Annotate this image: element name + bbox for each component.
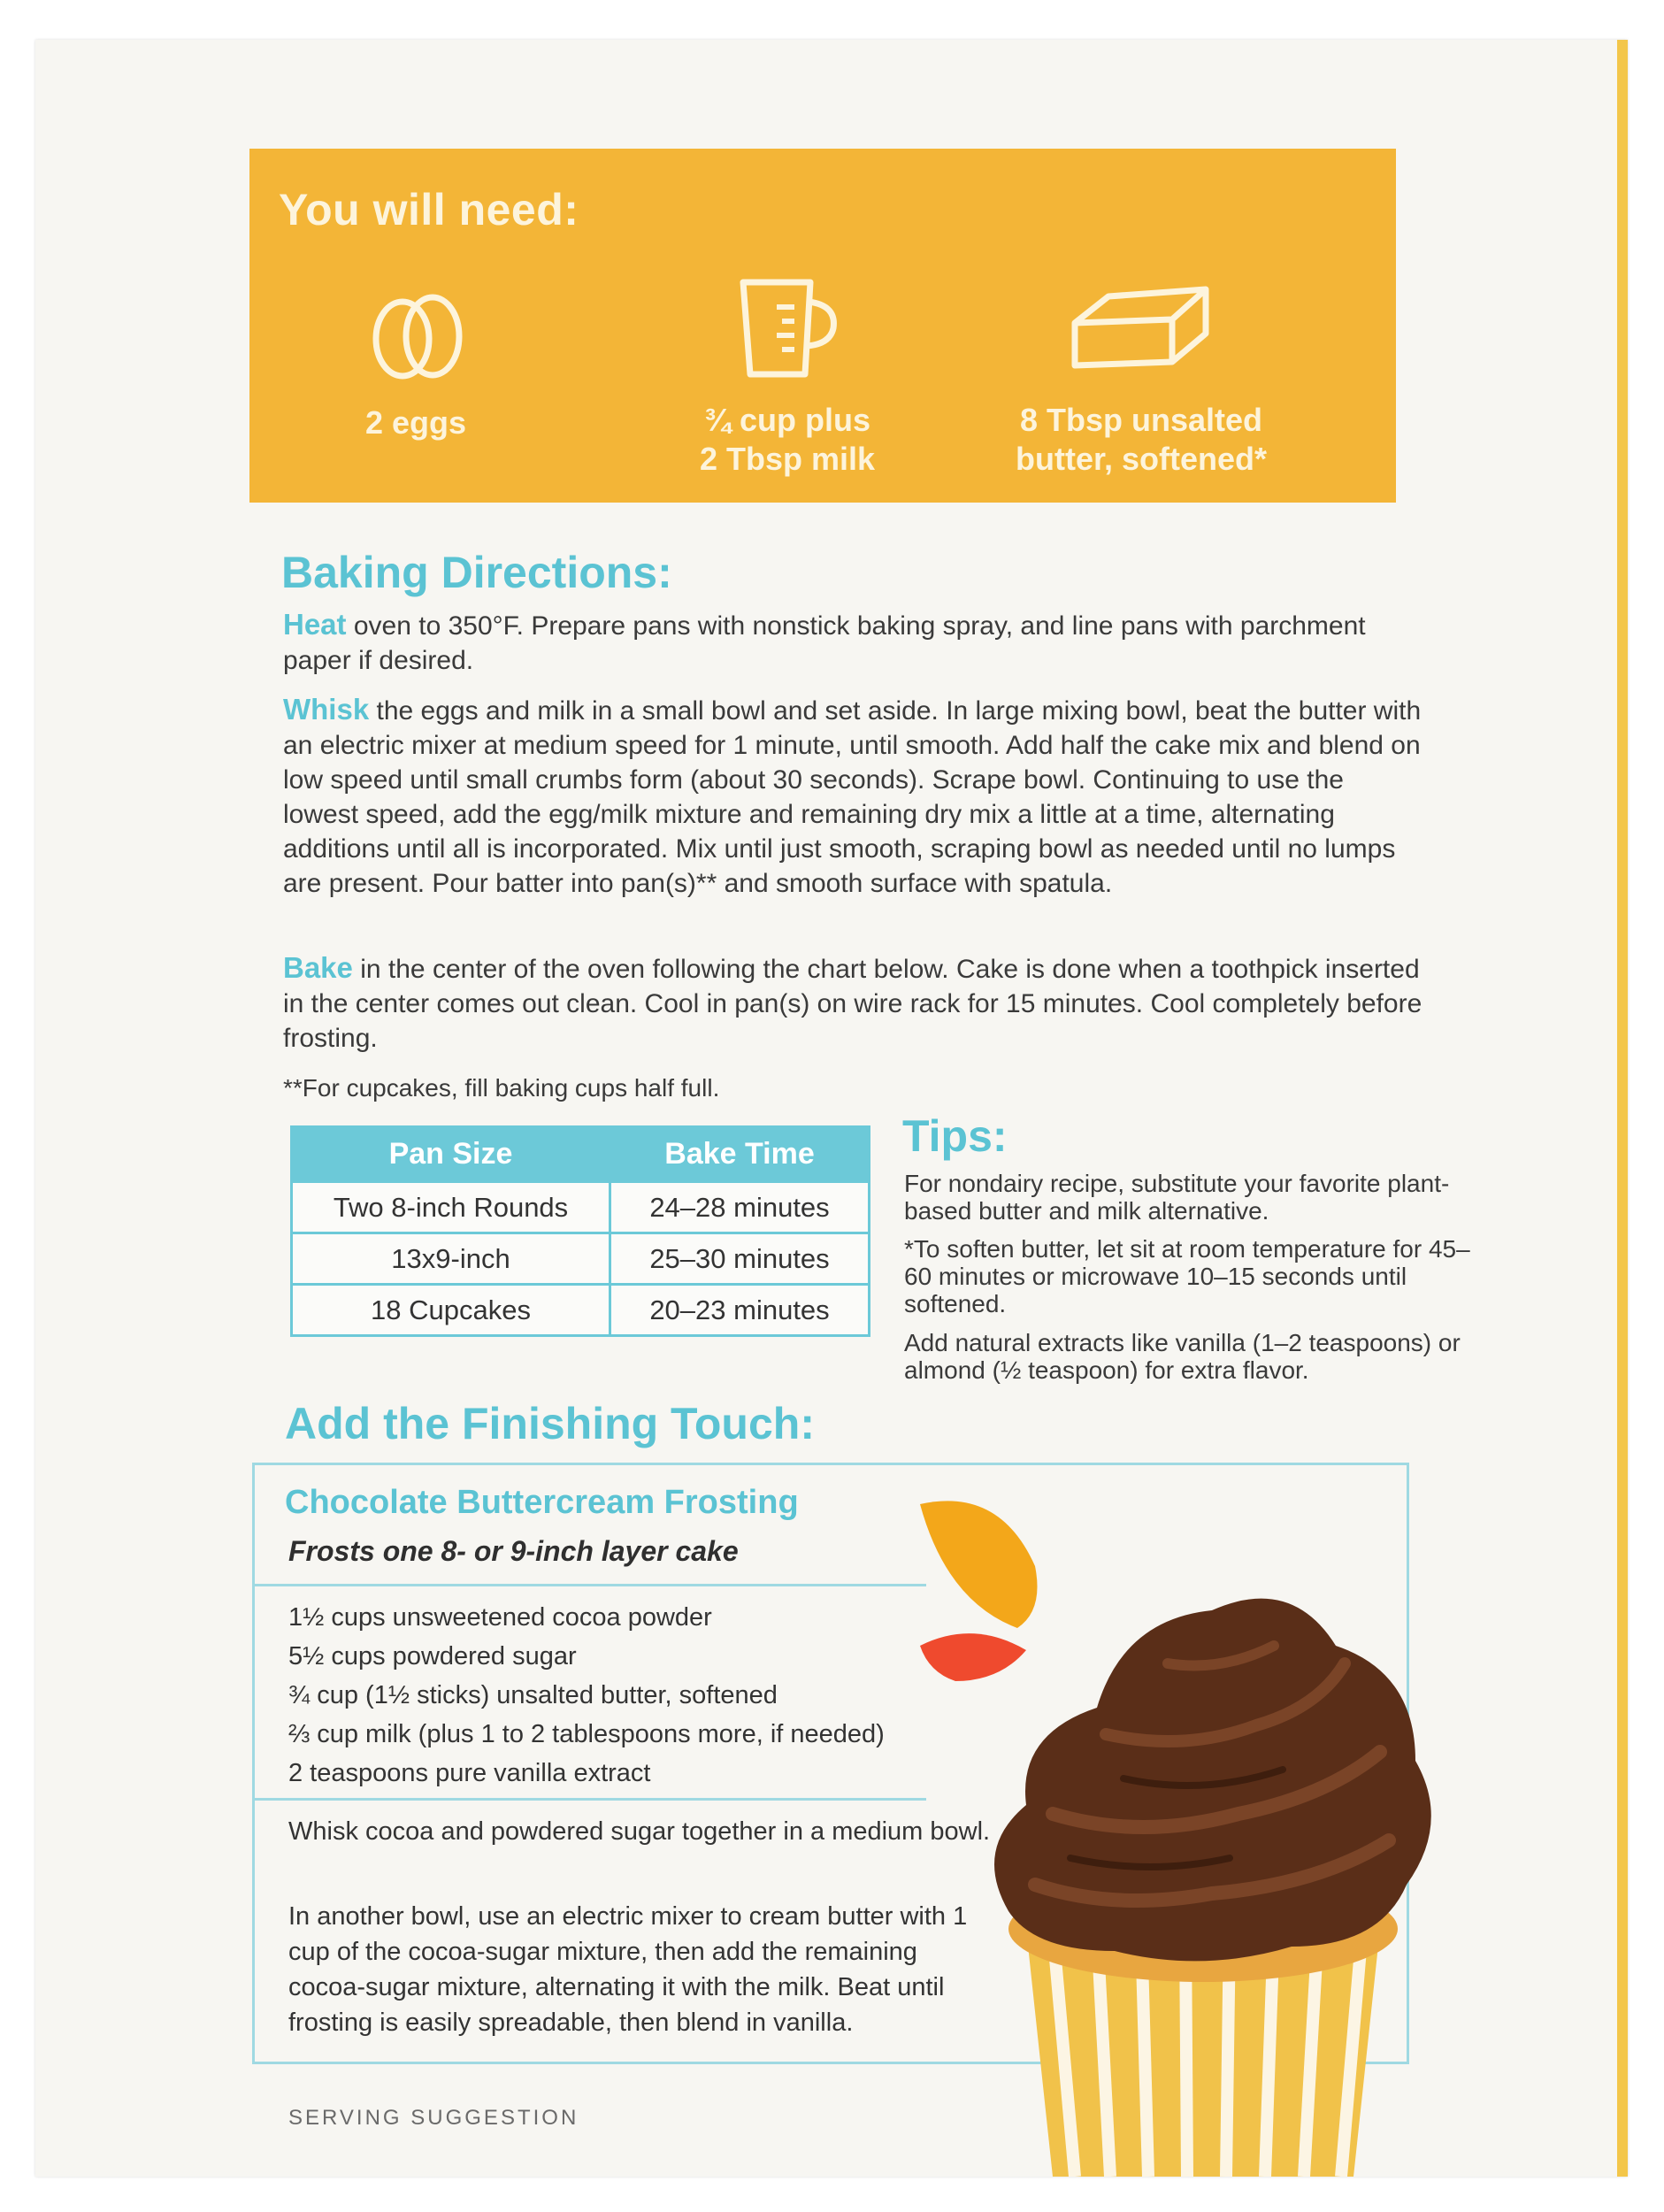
table-cell: 25–30 minutes xyxy=(610,1233,870,1285)
bake-time-table xyxy=(290,1125,870,1337)
tip-item: *To soften butter, let sit at room temperature for 45–60 minutes or microwave 10–15 seconds until softened. xyxy=(904,1235,1470,1317)
table-row xyxy=(292,1285,870,1336)
divider xyxy=(252,1798,926,1801)
table-header-row xyxy=(292,1127,870,1182)
tip-item: Add natural extracts like vanilla (1–2 teaspoons) or almond (½ teaspoon) for extra flavor. xyxy=(904,1329,1461,1384)
ingredient-list xyxy=(288,1598,885,1793)
cupcake-note: **For cupcakes, fill baking cups half full. xyxy=(283,1074,720,1102)
table-cell: 13x9-inch xyxy=(292,1233,610,1285)
leaf-red xyxy=(920,1633,1026,1681)
frosting-recipe-title: Chocolate Buttercream Frosting xyxy=(285,1484,799,1521)
list-item: 1½ cups unsweetened cocoa powder xyxy=(288,1603,712,1632)
column-header: Pan Size xyxy=(292,1127,610,1182)
cupcake-image xyxy=(920,1469,1592,2177)
tips-title: Tips: xyxy=(902,1111,1008,1161)
need-item-eggs xyxy=(292,281,540,442)
table-row xyxy=(292,1182,870,1233)
divider xyxy=(252,1584,926,1586)
leaf-orange xyxy=(920,1501,1038,1628)
finishing-touch-title: Add the Finishing Touch: xyxy=(285,1399,815,1448)
frosting-step-1: Whisk cocoa and powdered sugar together in a medium bowl. xyxy=(288,1817,991,1846)
list-item: ⅔ cup milk (plus 1 to 2 tablespoons more, if needed) xyxy=(288,1720,885,1748)
frosting-step-2: In another bowl, use an electric mixer to cream butter with 1 cup of the cocoa-sugar mixture, then add the remaining cocoa-sugar mixture, alternating it with the milk. Beat until frosting is easily spreadable, then blend in vanilla. xyxy=(288,1902,968,2037)
serving-suggestion: SERVING SUGGESTION xyxy=(288,2106,579,2130)
need-item-label: 2 eggs xyxy=(364,404,467,441)
table-cell: 18 Cupcakes xyxy=(292,1285,610,1336)
eggs-icon xyxy=(358,281,473,388)
need-item-label: 8 Tbsp unsalted butter, softened* xyxy=(1015,402,1268,477)
table-row xyxy=(292,1233,870,1285)
direction-heat: Heat oven to 350°F. Prepare pans with nonstick baking spray, and line pans with parchment paper if desired. xyxy=(283,608,1366,675)
baking-directions-title: Baking Directions: xyxy=(281,548,672,597)
measuring-cup-icon xyxy=(725,270,849,385)
tip-item: For nondairy recipe, substitute your favorite plant-based butter and milk alternative. xyxy=(904,1170,1450,1225)
column-header: Bake Time xyxy=(610,1127,870,1182)
list-item: ¾ cup (1½ sticks) unsalted butter, softened xyxy=(288,1681,778,1709)
table-cell: Two 8-inch Rounds xyxy=(292,1182,610,1233)
table-cell: 24–28 minutes xyxy=(610,1182,870,1233)
list-item: 2 teaspoons pure vanilla extract xyxy=(288,1759,651,1787)
list-item: 5½ cups powdered sugar xyxy=(288,1642,577,1671)
you-will-need-title: You will need: xyxy=(279,185,579,234)
table-cell: 20–23 minutes xyxy=(610,1285,870,1336)
direction-whisk: Whisk the eggs and milk in a small bowl and set aside. In large mixing bowl, beat the butter with an electric mixer at medium speed for 1 minute, until smooth. Add half the cake mix and blend on low speed until small crumbs form (about 30 seconds). Scrape bowl. Continuing to use the lowest speed, add the egg/milk mixture and remaining dry mix a little at a time, alternating additions until all is incorporated. Mix until just smooth, scraping bowl as needed until no lumps are present. Pour batter into pan(s)** and smooth surface with spatula. xyxy=(283,693,1422,898)
need-item-butter xyxy=(982,270,1300,479)
direction-bake: Bake in the center of the oven following the chart below. Cake is done when a toothpick inserted in the center comes out clean. Cool in pan(s) on wire rack for 15 minutes. Cool completely before frosting. xyxy=(283,951,1422,1053)
need-item-label: ¾ cup plus 2 Tbsp milk xyxy=(699,402,876,477)
frosting-yield: Frosts one 8- or 9-inch layer cake xyxy=(288,1535,739,1567)
butter-stick-icon xyxy=(1066,270,1216,385)
need-item-milk xyxy=(663,270,911,479)
